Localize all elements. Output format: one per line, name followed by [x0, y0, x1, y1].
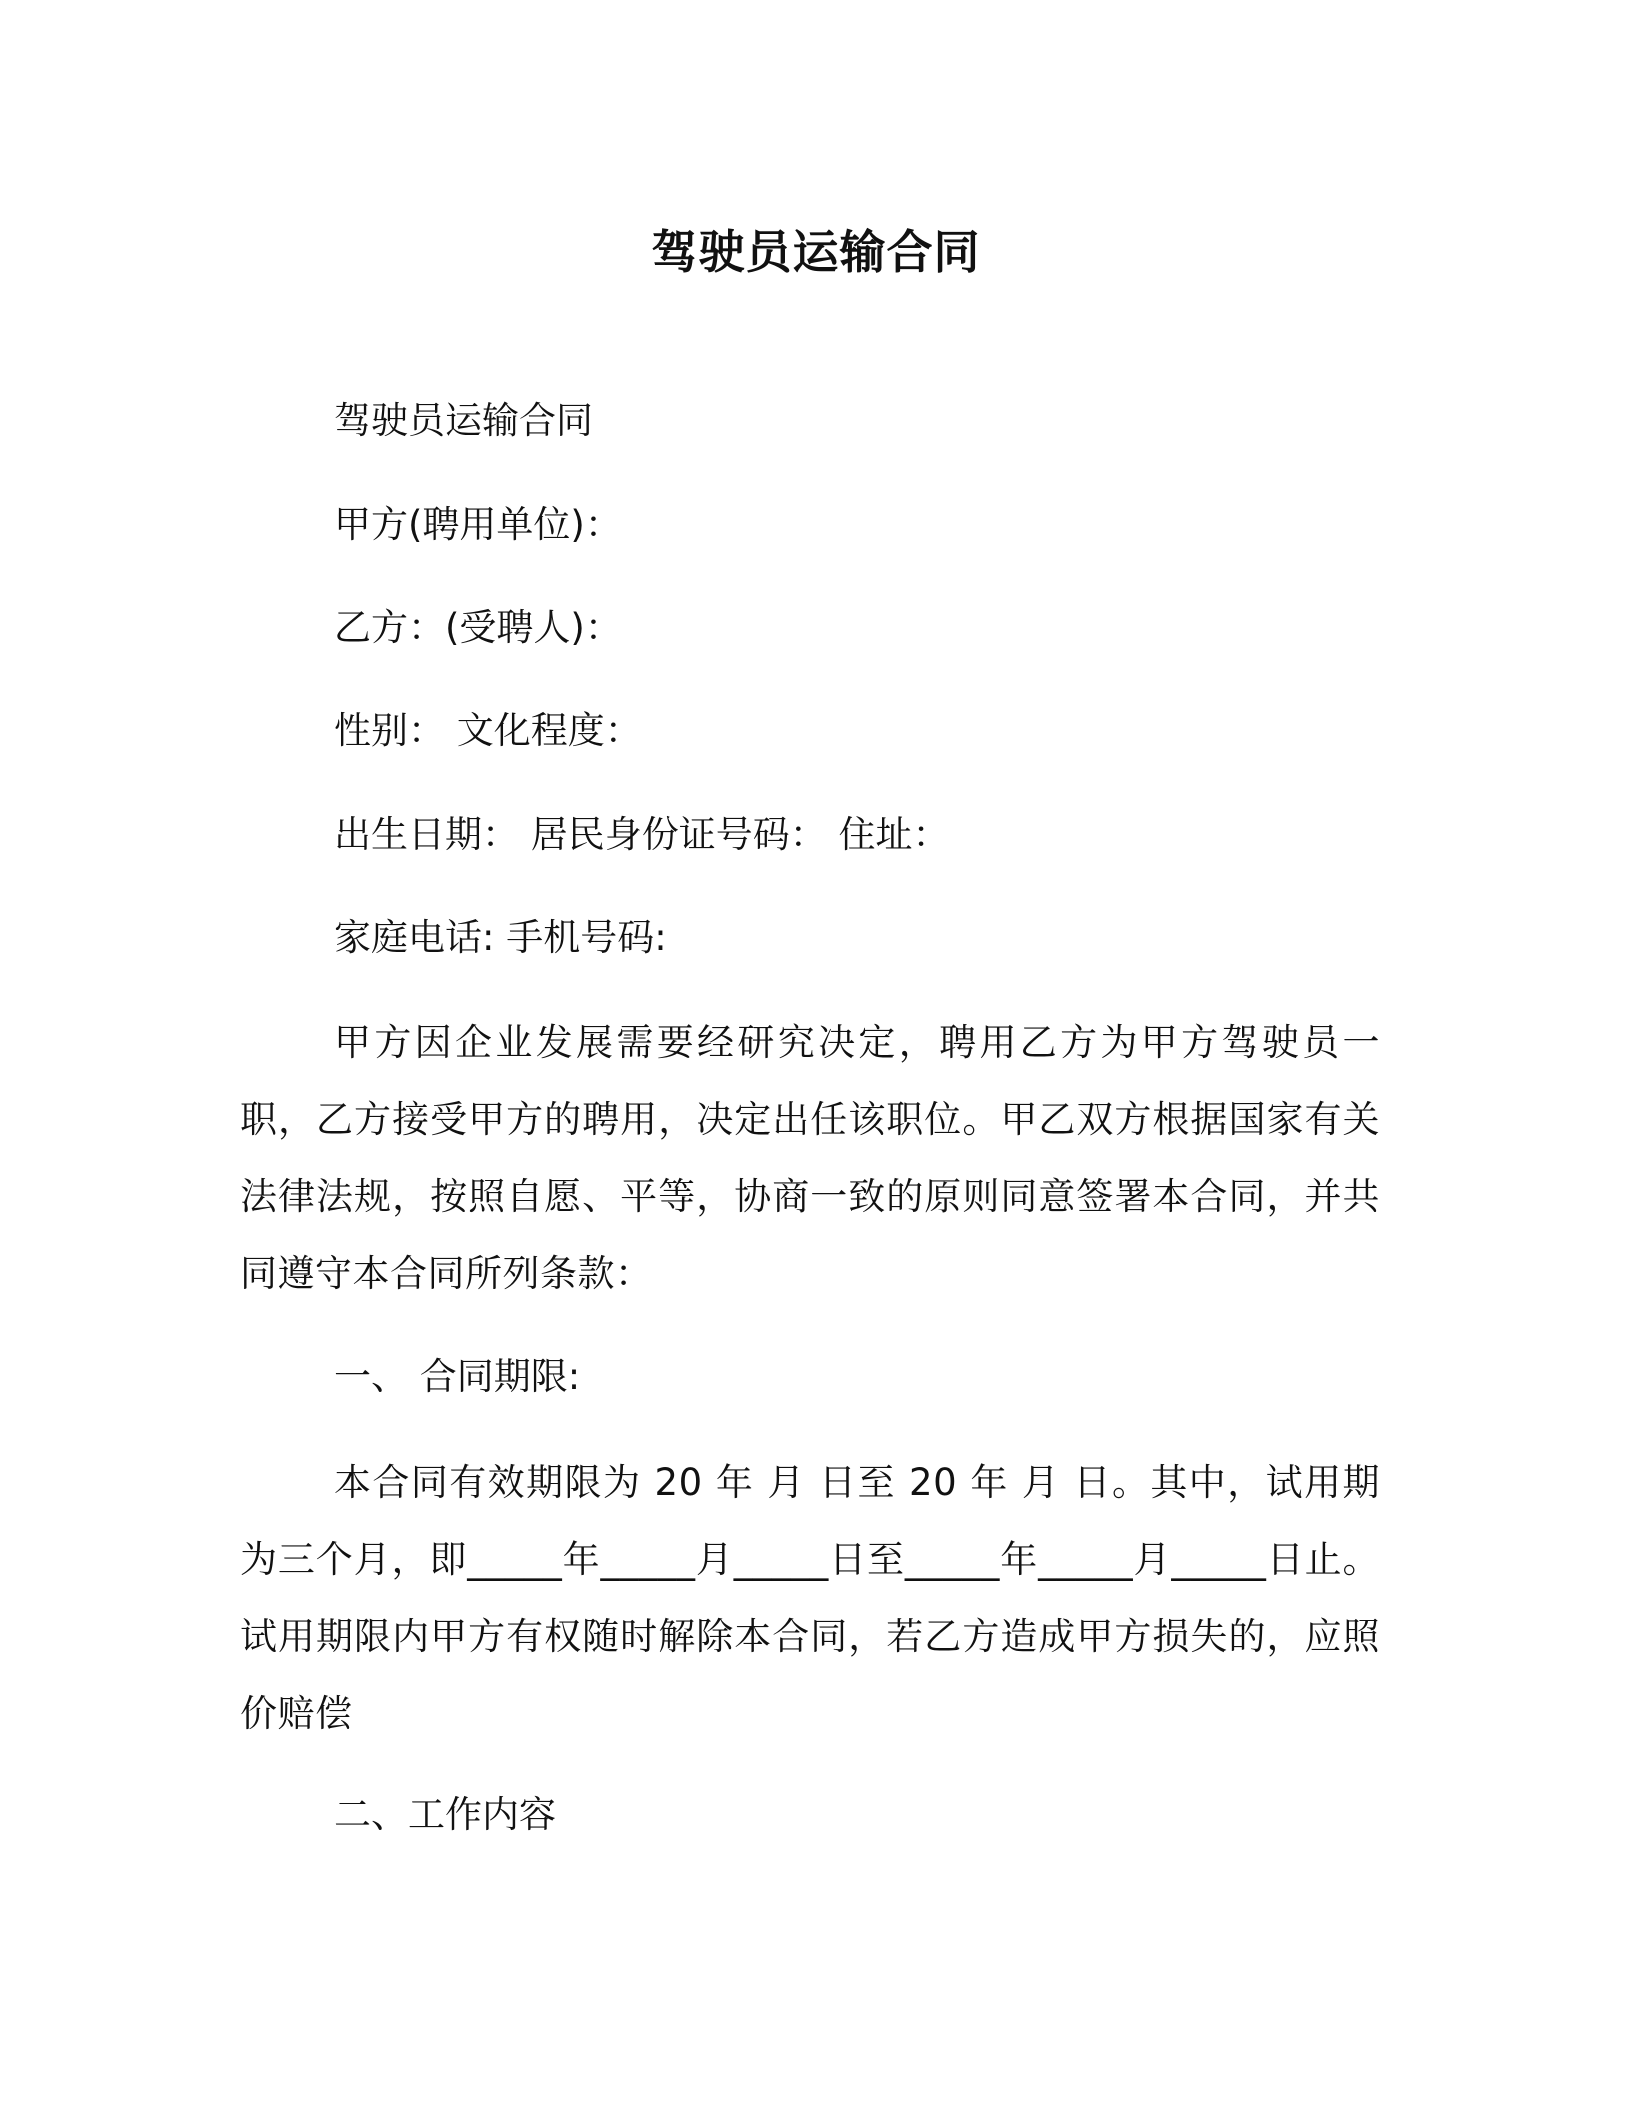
intro-paragraph: 甲方因企业发展需要经研究决定，聘用乙方为甲方驾驶员一职，乙方接受甲方的聘用，决定出任该职位。甲乙双方根据国家有关法律法规，按照自愿、平等，协商一致的原则同意签署本合同，并共同遵守本合同所列条款： [240, 1021, 1380, 1295]
contract-name-line: 驾驶员运输合同 [334, 399, 593, 442]
phone-field: 家庭电话: 手机号码: [334, 916, 667, 959]
party-a-field: 甲方(聘用单位)： [334, 503, 622, 546]
section-2-heading: 二、工作内容 [334, 1793, 556, 1836]
section-1-paragraph: 本合同有效期限为 20 年 月 日至 20 年 月 日。其中，试用期为三个月，即_____年_____月_____日至_____年_____月_____日止。试用期限内甲方有权随时解除本合同，若乙方造成甲方损失的，应照价赔偿 [240, 1461, 1380, 1735]
party-b-field: 乙方：(受聘人)： [334, 606, 622, 649]
document-title: 驾驶员运输合同 [651, 225, 981, 279]
birth-id-address-field: 出生日期： 居民身份证号码： 住址： [334, 813, 950, 856]
section-1-heading: 一、 合同期限: [334, 1355, 581, 1398]
gender-education-field: 性别： 文化程度： [334, 709, 642, 752]
